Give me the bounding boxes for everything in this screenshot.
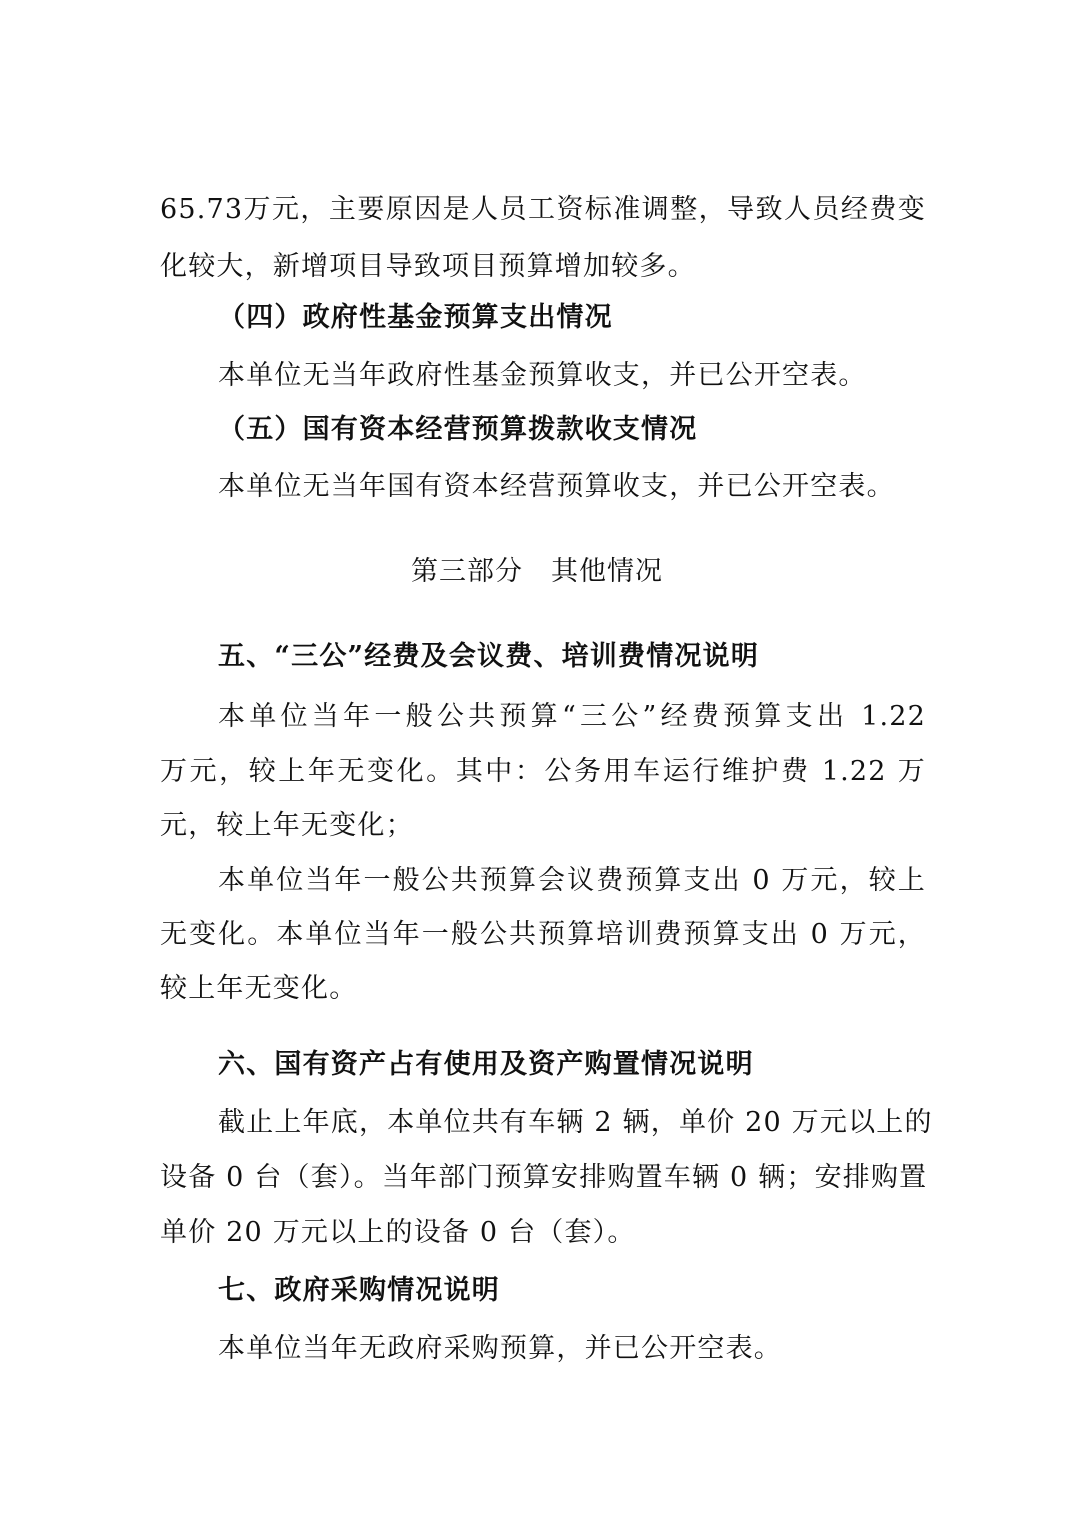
paragraph-line: 本单位无当年国有资本经营预算收支，并已公开空表。 [218,471,895,502]
paragraph-line: 无变化。本单位当年一般公共预算培训费预算支出 0 万元， [160,919,926,950]
paragraph-line: 较上年无变化。 [160,973,358,1004]
paragraph-line: 单价 20 万元以上的设备 0 台（套）。 [160,1217,636,1248]
section-heading: 六、国有资产占有使用及资产购置情况说明 [218,1049,754,1080]
section-heading: （四）政府性基金预算支出情况 [218,302,613,333]
paragraph-line: 65.73万元，主要原因是人员工资标准调整，导致人员经费变 [160,194,926,225]
section-heading: 五、“三公”经费及会议费、培训费情况说明 [218,641,760,672]
paragraph-line: 设备 0 台（套）。当年部门预算安排购置车辆 0 辆；安排购置 [160,1162,928,1193]
paragraph-line: 本单位当年一般公共预算“三公”经费预算支出 1.22 [218,701,926,732]
paragraph-line: 本单位当年无政府采购预算，并已公开空表。 [218,1333,782,1364]
paragraph-line: 万元，较上年无变化。其中：公务用车运行维护费 1.22 万 [160,756,926,787]
part-title: 第三部分 其他情况 [411,556,663,587]
section-heading: 七、政府采购情况说明 [218,1275,500,1306]
paragraph-line: 元，较上年无变化； [160,810,414,841]
paragraph-line: 截止上年底，本单位共有车辆 2 辆，单价 20 万元以上的 [218,1107,933,1138]
paragraph-line: 本单位无当年政府性基金预算收支，并已公开空表。 [218,360,867,391]
paragraph-line: 化较大，新增项目导致项目预算增加较多。 [160,251,696,282]
section-heading: （五）国有资本经营预算拨款收支情况 [218,414,698,445]
paragraph-line: 本单位当年一般公共预算会议费预算支出 0 万元，较上 [218,865,926,896]
